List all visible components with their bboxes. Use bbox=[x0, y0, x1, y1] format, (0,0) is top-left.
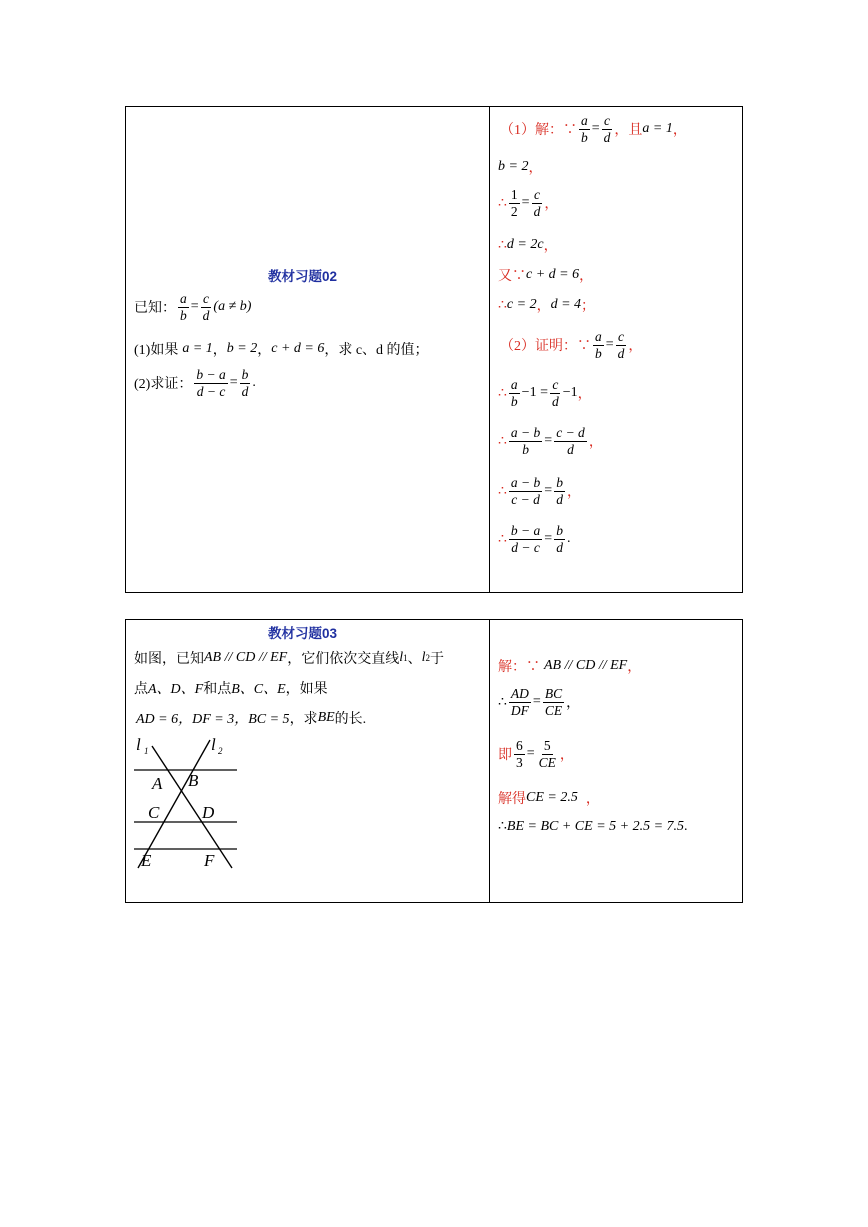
solution-02-step-6: ∴ c = 2 ， d = 4 ； bbox=[498, 297, 596, 314]
label-l1-sub: 1 bbox=[144, 746, 149, 756]
problem-02-table bbox=[125, 106, 743, 593]
line-l1 bbox=[152, 746, 232, 868]
label-l2-sub: 2 bbox=[218, 746, 223, 756]
fraction-c-over-d: $\frac{c}{d}$ bbox=[202, 291, 210, 323]
problem-02-question-2: (2)求证： $\frac{b - a}{d - c}$ = $\frac{b}{d}$ . bbox=[134, 367, 256, 399]
fraction-a-over-b: $\frac{a}{b}$ bbox=[180, 291, 187, 323]
label-D: D bbox=[202, 803, 215, 822]
label-F: F bbox=[204, 851, 215, 870]
problem-02-title: 教材习题02 bbox=[268, 269, 338, 284]
column-divider bbox=[489, 620, 490, 902]
solution-03-step-1: 解：∵ AB // CD // EF ， bbox=[498, 658, 642, 675]
solution-02-step-1: （1）解：∵ $\frac{a}{b}$ = $\frac{c}{d}$ ，且 a = 1 ， bbox=[500, 113, 687, 145]
label-l2: l bbox=[211, 735, 216, 754]
problem-03-line-2: 点 A、D、F 和点 B、C、E ，如果 bbox=[134, 682, 328, 697]
solution-02-step-8: ∴ $\frac{a}{b}$ −1 = $\frac{c}{d}$ −1 ， bbox=[498, 377, 592, 409]
solution-03-step-5: ∴ BE = BC + CE = 5 + 2.5 = 7.5 . bbox=[498, 818, 688, 834]
column-divider bbox=[489, 107, 490, 592]
solution-02-step-5: 又∵ c + d = 6 ， bbox=[498, 267, 594, 284]
solution-03-step-3: 即 $\frac{6}{3}$ = $\frac{5}{CE}$ ， bbox=[498, 738, 574, 770]
known-label: 已知： bbox=[134, 301, 176, 317]
solution-02-step-9: ∴ $\frac{a - b}{b}$ = $\frac{c - d}{d}$ ， bbox=[498, 425, 603, 457]
condition-a-neq-b: (a ≠ b) bbox=[213, 299, 252, 315]
solution-03-step-2: ∴ $\frac{AD}{DF}$ = $\frac{BC}{CE}$ ， bbox=[498, 686, 581, 718]
problem-02-known: 已知： $\frac{a}{b}$ = $\frac{c}{d}$ (a ≠ b) bbox=[134, 291, 252, 323]
solution-02-step-10: ∴ $\frac{a - b}{c - d}$ = $\frac{b}{d}$ ， bbox=[498, 475, 581, 507]
problem-03-line-3: AD = 6，DF = 3，BC = 5 ，求 BE 的长. bbox=[136, 710, 367, 727]
parallel-lines-figure bbox=[132, 732, 240, 874]
fraction-bma-over-dmc: $\frac{b - a}{d - c}$ bbox=[196, 367, 226, 399]
problem-03-title: 教材习题03 bbox=[268, 626, 338, 641]
problem-03-table bbox=[125, 619, 743, 903]
solution-02-step-2: b = 2 ， bbox=[498, 159, 543, 176]
solution-02-step-7: （2）证明：∵ $\frac{a}{b}$ = $\frac{c}{d}$ ， bbox=[500, 329, 643, 361]
problem-03-line-1: 如图，已知 AB // CD // EF ，它们依次交直线 l 1 、 l 2 于 bbox=[134, 650, 444, 667]
solution-02-step-11: ∴ $\frac{b - a}{d - c}$ = $\frac{b}{d}$ . bbox=[498, 523, 571, 555]
solution-03-step-4: 解得 CE = 2.5 ， bbox=[498, 790, 600, 807]
problem-02-question-1: (1)如果 a = 1 ， b = 2 ， c + d = 6 ，求 c、d 的值； bbox=[134, 341, 429, 358]
label-A: A bbox=[152, 774, 163, 793]
solution-02-step-4: ∴ d = 2c ， bbox=[498, 237, 558, 254]
label-l1: l bbox=[136, 735, 141, 754]
label-E: E bbox=[141, 851, 152, 870]
label-C: C bbox=[148, 803, 160, 822]
label-B: B bbox=[188, 771, 199, 790]
fraction-b-over-d: $\frac{b}{d}$ bbox=[241, 367, 249, 399]
solution-02-step-3: ∴ $\frac{1}{2}$ = $\frac{c}{d}$ ， bbox=[498, 187, 559, 219]
